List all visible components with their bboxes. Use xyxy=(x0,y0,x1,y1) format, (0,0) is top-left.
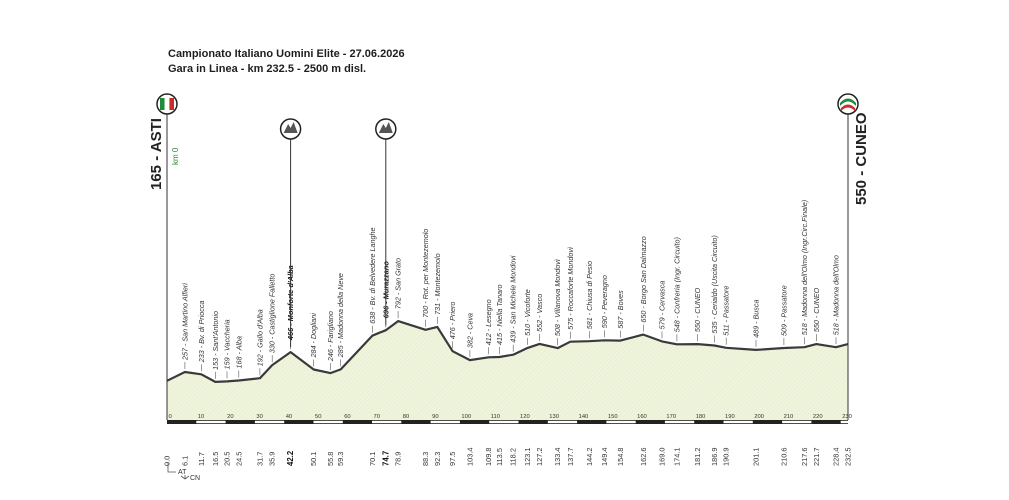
waypoint-km-value: 78.9 xyxy=(393,451,403,466)
waypoint-km-value: 16.5 xyxy=(210,451,220,466)
axis-tick-label: 100 xyxy=(461,414,472,420)
axis-tick-label: 220 xyxy=(812,414,823,420)
axis-tick-label: 40 xyxy=(285,414,293,420)
axis-segment xyxy=(665,421,694,423)
waypoint-label: 792 - San Grato xyxy=(393,257,403,310)
waypoint-km-value: 88.3 xyxy=(421,451,431,466)
waypoint-km-value: 169.0 xyxy=(657,447,667,466)
waypoint-km-value: 154.8 xyxy=(615,447,625,466)
waypoint-km-value: 123.1 xyxy=(523,447,533,466)
waypoint-label: 246 - Farigliano xyxy=(325,311,335,362)
axis-tick-label: 70 xyxy=(373,414,380,420)
axis-tick-label: 80 xyxy=(402,414,410,420)
waypoint-label: 439 - San Michele Mondovi xyxy=(508,255,518,343)
waypoint-km-value: 103.4 xyxy=(465,447,475,466)
waypoint-km-value: 24.5 xyxy=(234,451,244,466)
waypoint-label: 489 - Busca xyxy=(751,299,761,338)
axis-tick-label: 0 xyxy=(168,414,172,420)
waypoint-label: 476 - Priero xyxy=(448,301,458,340)
waypoint-km-value: 137.7 xyxy=(565,447,575,466)
waypoint-label: 330 - Castiglione Falletto xyxy=(267,273,277,354)
waypoint-label: 510 - Vicoforte xyxy=(523,289,533,336)
waypoint-km-value: 149.4 xyxy=(600,447,610,466)
italy-flag-green xyxy=(160,98,165,110)
waypoint-km-value: 118.2 xyxy=(508,448,518,466)
waypoint-km-value: 144.2 xyxy=(584,447,594,466)
waypoint-label: 168 - Alba xyxy=(234,336,244,369)
waypoint-km-value: 11.7 xyxy=(196,452,206,466)
waypoint-label: 550 - CUNEO xyxy=(811,287,821,333)
waypoint-km-value: 35.9 xyxy=(267,451,277,466)
axis-tick-label: 90 xyxy=(432,414,439,420)
axis-segment xyxy=(255,421,284,423)
axis-tick-label: 180 xyxy=(695,414,706,420)
waypoint-km-value: 232.5 xyxy=(843,447,853,466)
axis-tick-label: 210 xyxy=(783,414,794,420)
waypoint-km-value: 74.7 xyxy=(381,450,391,466)
waypoint-km-value: 190.9 xyxy=(721,447,731,466)
waypoint-km-value: 201.1 xyxy=(751,447,761,466)
axis-tick-label: 30 xyxy=(256,414,263,420)
waypoint-label: 518 - Madonna dell'Olmo xyxy=(831,255,841,336)
legend-at-label: AT xyxy=(178,469,187,476)
waypoint-label: 696 - Murazzano xyxy=(381,261,391,319)
axis-tick-label: 200 xyxy=(754,414,764,420)
waypoint-label: 587 - Boves xyxy=(615,290,625,329)
waypoint-km-value: 174.1 xyxy=(672,447,682,466)
axis-tick-label: 120 xyxy=(520,414,530,420)
axis-segment xyxy=(724,421,753,423)
waypoint-label: 638 - Bv. di Belvedere Langhe xyxy=(367,227,377,324)
axis-segment xyxy=(606,421,635,423)
axis-tick-label: 20 xyxy=(227,414,234,420)
waypoint-label: 590 - Peveragno xyxy=(600,275,610,329)
italy-flag-red xyxy=(169,98,174,110)
waypoint-label: 153 - Sant'Antonio xyxy=(210,310,220,370)
waypoint-label: 233 - Bv. di Priocca xyxy=(196,300,206,363)
waypoint-km-value: 133.4 xyxy=(553,447,563,466)
waypoint-km-value: 50.1 xyxy=(309,451,319,466)
axis-tick-label: 60 xyxy=(344,414,351,420)
axis-tick-label: 130 xyxy=(549,414,559,420)
waypoint-label: 159 - Vaccheria xyxy=(222,319,232,370)
waypoint-label: 412 - Lesegno xyxy=(484,299,494,346)
waypoint-km-value: 59.3 xyxy=(336,451,346,466)
axis-tick-label: 150 xyxy=(607,414,618,420)
waypoint-label: 415 - Niella Tanaro xyxy=(494,284,504,345)
axis-tick-label: 50 xyxy=(315,414,322,420)
axis-segment xyxy=(372,421,401,423)
waypoint-label: 548 - Confreria (Ingr. Circuito) xyxy=(672,237,682,333)
italy-flag-white xyxy=(165,98,170,110)
waypoint-label: 552 - Vasco xyxy=(535,293,545,332)
axis-segment xyxy=(782,421,811,423)
race-title: Campionato Italiano Uomini Elite - 27.06.2026 xyxy=(168,48,405,60)
waypoint-label: 285 - Madonna della Neve xyxy=(336,273,346,358)
waypoint-km-value: 162.6 xyxy=(638,447,648,466)
axis-segment xyxy=(548,421,577,423)
waypoint-label: 550 - CUNEO xyxy=(693,287,703,333)
waypoint-labels xyxy=(180,200,840,370)
race-subtitle: Gara in Linea - km 232.5 - 2500 m disl. xyxy=(168,63,367,75)
finish-label: 550 - CUNEO xyxy=(853,112,870,205)
waypoint-label: 731 - Montezemolo xyxy=(432,253,442,315)
waypoint-km-value: 6.1 xyxy=(180,455,190,466)
waypoint-label: 192 - Gallo d'Alba xyxy=(255,309,265,367)
waypoint-label: 284 - Dogliani xyxy=(309,313,319,358)
waypoint-km-value: 210.6 xyxy=(779,447,789,466)
waypoint-km-values xyxy=(163,448,853,467)
axis-tick-label: 190 xyxy=(725,414,735,420)
start-label: 165 - ASTI xyxy=(148,118,165,190)
axis-tick-label: 230 xyxy=(842,414,852,420)
waypoint-km-value: 127.2 xyxy=(535,447,545,466)
waypoint-label: 466 - Monforte d'Alba xyxy=(286,265,296,341)
waypoint-km-value: 55.8 xyxy=(325,451,335,466)
start-km-label: km 0 xyxy=(171,147,180,165)
waypoint-km-value: 113.5 xyxy=(494,448,504,466)
axis-segment xyxy=(196,421,225,423)
waypoint-label: 579 - Cervasca xyxy=(657,280,667,330)
axis-segment xyxy=(431,421,460,423)
waypoint-km-value: 70.1 xyxy=(367,451,377,466)
waypoint-label: 511 - Passatore xyxy=(721,285,731,336)
waypoint-km-value: 42.2 xyxy=(286,450,296,466)
waypoint-km-value: 109.8 xyxy=(484,447,494,466)
waypoint-km-value: 228.4 xyxy=(831,447,841,466)
axis-segment xyxy=(841,421,848,423)
waypoint-km-value: 217.6 xyxy=(799,447,809,466)
waypoint-label: 581 - Chiusa di Pesio xyxy=(584,260,594,330)
axis-tick-label: 110 xyxy=(490,414,500,420)
axis-tick-label: 170 xyxy=(666,414,677,420)
waypoint-km-value: 0.0 xyxy=(162,455,172,466)
waypoint-km-value: 181.2 xyxy=(693,447,703,466)
waypoint-km-value: 92.3 xyxy=(432,451,442,466)
waypoint-label: 518 - Madonna dell'Olmo (Ingr.Circ.Finale) xyxy=(799,199,809,336)
waypoint-km-value: 186.9 xyxy=(709,447,719,466)
waypoint-label: 575 - Roccaforte Mondovì xyxy=(565,246,575,330)
waypoint-km-value: 31.7 xyxy=(255,451,265,466)
legend-cn-label: CN xyxy=(190,475,201,482)
waypoint-km-value: 97.5 xyxy=(448,451,458,466)
axis-segment xyxy=(314,421,343,423)
waypoint-label: 650 - Borgo San Dalmazzo xyxy=(638,236,648,323)
waypoint-label: 700 - Rot. per Montezemolo xyxy=(421,228,431,318)
waypoint-label: 509 - Passatore xyxy=(779,285,789,336)
axis-tick-label: 160 xyxy=(637,414,647,420)
waypoint-km-value: 221.7 xyxy=(811,447,821,466)
axis-tick-label: 10 xyxy=(197,414,205,420)
axis-segment xyxy=(489,421,518,423)
waypoint-label: 257 - San Martino Alfieri xyxy=(180,283,190,360)
waypoint-km-value: 20.5 xyxy=(222,451,232,466)
axis-tick-label: 140 xyxy=(578,414,589,420)
waypoint-label: 508 - Villanova Mondovì xyxy=(553,259,563,337)
waypoint-label: 535 - Cerialdo (Uscita Circuito) xyxy=(709,235,719,334)
waypoint-label: 382 - Ceva xyxy=(465,312,475,349)
